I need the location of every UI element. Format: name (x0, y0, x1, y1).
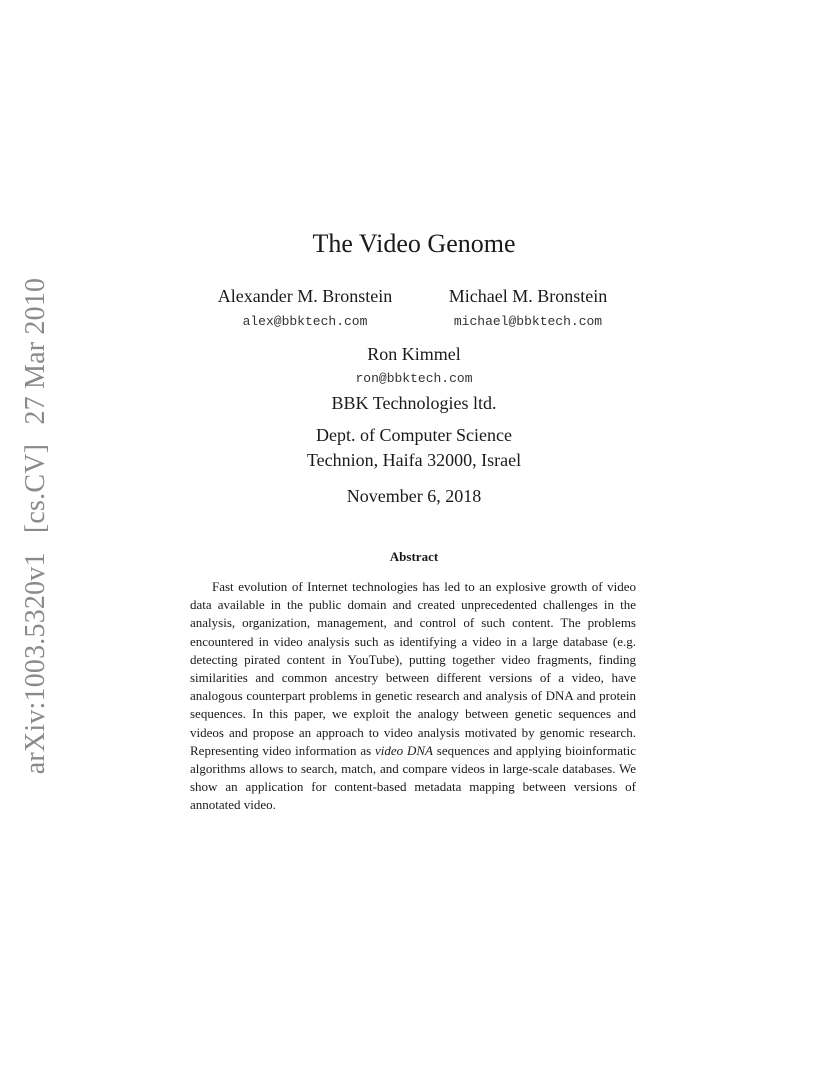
author-name-3: Ron Kimmel (367, 344, 461, 364)
author-email-1: alex@bbktech.com (242, 314, 368, 329)
abstract-text-after: sequences and applying bioinformatic algorithms allows to search, match, and compare videos in large-scale databases. We show an application for content-based metadata mapping between versions of annotated video. (190, 742, 636, 813)
abstract-heading: Abstract (389, 549, 439, 564)
affiliation-dept: Dept. of Computer Science (316, 425, 512, 445)
author-name-1: Alexander M. Bronstein (217, 286, 393, 306)
arxiv-category: [cs.CV] (20, 443, 51, 534)
author-email-3: ron@bbktech.com (355, 371, 473, 386)
abstract-emphasis: video DNA (374, 742, 433, 758)
affiliation-company: BBK Technologies ltd. (331, 393, 497, 413)
paper-title: The Video Genome (312, 229, 516, 258)
paper-date: November 6, 2018 (346, 486, 482, 506)
abstract-body (190, 578, 636, 815)
author-name-2: Michael M. Bronstein (448, 286, 608, 306)
arxiv-date: 27 Mar 2010 (20, 277, 51, 425)
author-email-2: michael@bbktech.com (453, 314, 603, 329)
affiliation-address: Technion, Haifa 32000, Israel (306, 450, 522, 470)
abstract-text-before: Fast evolution of Internet technologies has led to an explosive growth of video data available in the public domain and created unprecedented challenges in the analysis, organization, management, and control of such content. The problems encountered in video analysis such as identifying a video in a large database (e.g. detecting pirated content in YouTube), putting together video fragments, finding similarities and common ancestry between different versions of a video, have analogous counterpart problems in genetic research and analysis of DNA and protein sequences. In this paper, we exploit the analogy between genetic sequences and videos and propose an approach to video analysis motivated by genomic research. Representing video information as (190, 579, 636, 758)
arxiv-id: arXiv:1003.5320v1 (20, 552, 51, 775)
